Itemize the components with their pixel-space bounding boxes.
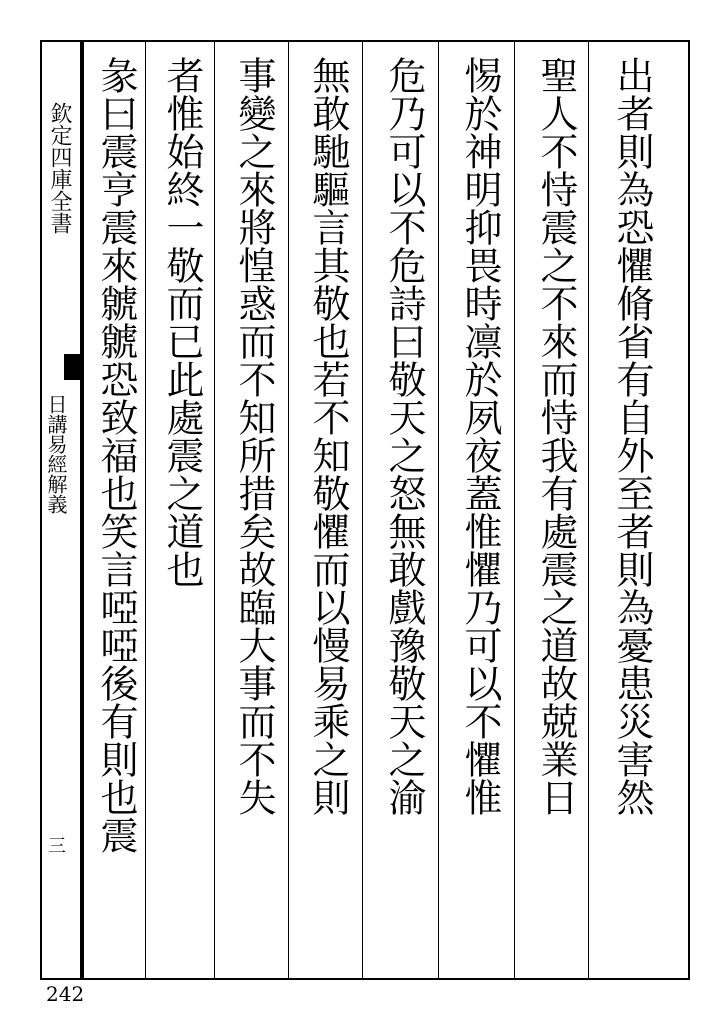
text-column: 聖人不恃震之不來而恃我有處震之道故兢業日 — [534, 56, 578, 816]
left-margin — [40, 42, 78, 978]
footer-page-number: 242 — [46, 982, 85, 1006]
text-column: 事變之來將惶惑而不知所措矣故臨大事而不失 — [232, 56, 276, 816]
book-title: 欽定四庫全書 — [47, 102, 72, 234]
page-number: 三 — [48, 836, 66, 857]
text-column: 惕於神明抑畏時凛於夙夜蓋惟懼乃可以不懼惟 — [458, 56, 502, 816]
text-column: 無敢馳驅言其敬也若不知敬懼而以慢易乘之則 — [306, 56, 350, 816]
text-column: 危乃可以不危詩曰敬天之怒無敢戲豫敬天之渝 — [382, 56, 426, 816]
text-column: 出者則為恐懼脩省有自外至者則為憂患災害然 — [610, 56, 654, 816]
text-column: 彖曰震亨震來虩虩恐致福也笑言啞啞後有則也震 — [94, 56, 138, 854]
text-column: 者惟始終一敬而已此處震之道也 — [160, 56, 204, 588]
chapter-title: 日講易經解義 — [44, 394, 68, 514]
